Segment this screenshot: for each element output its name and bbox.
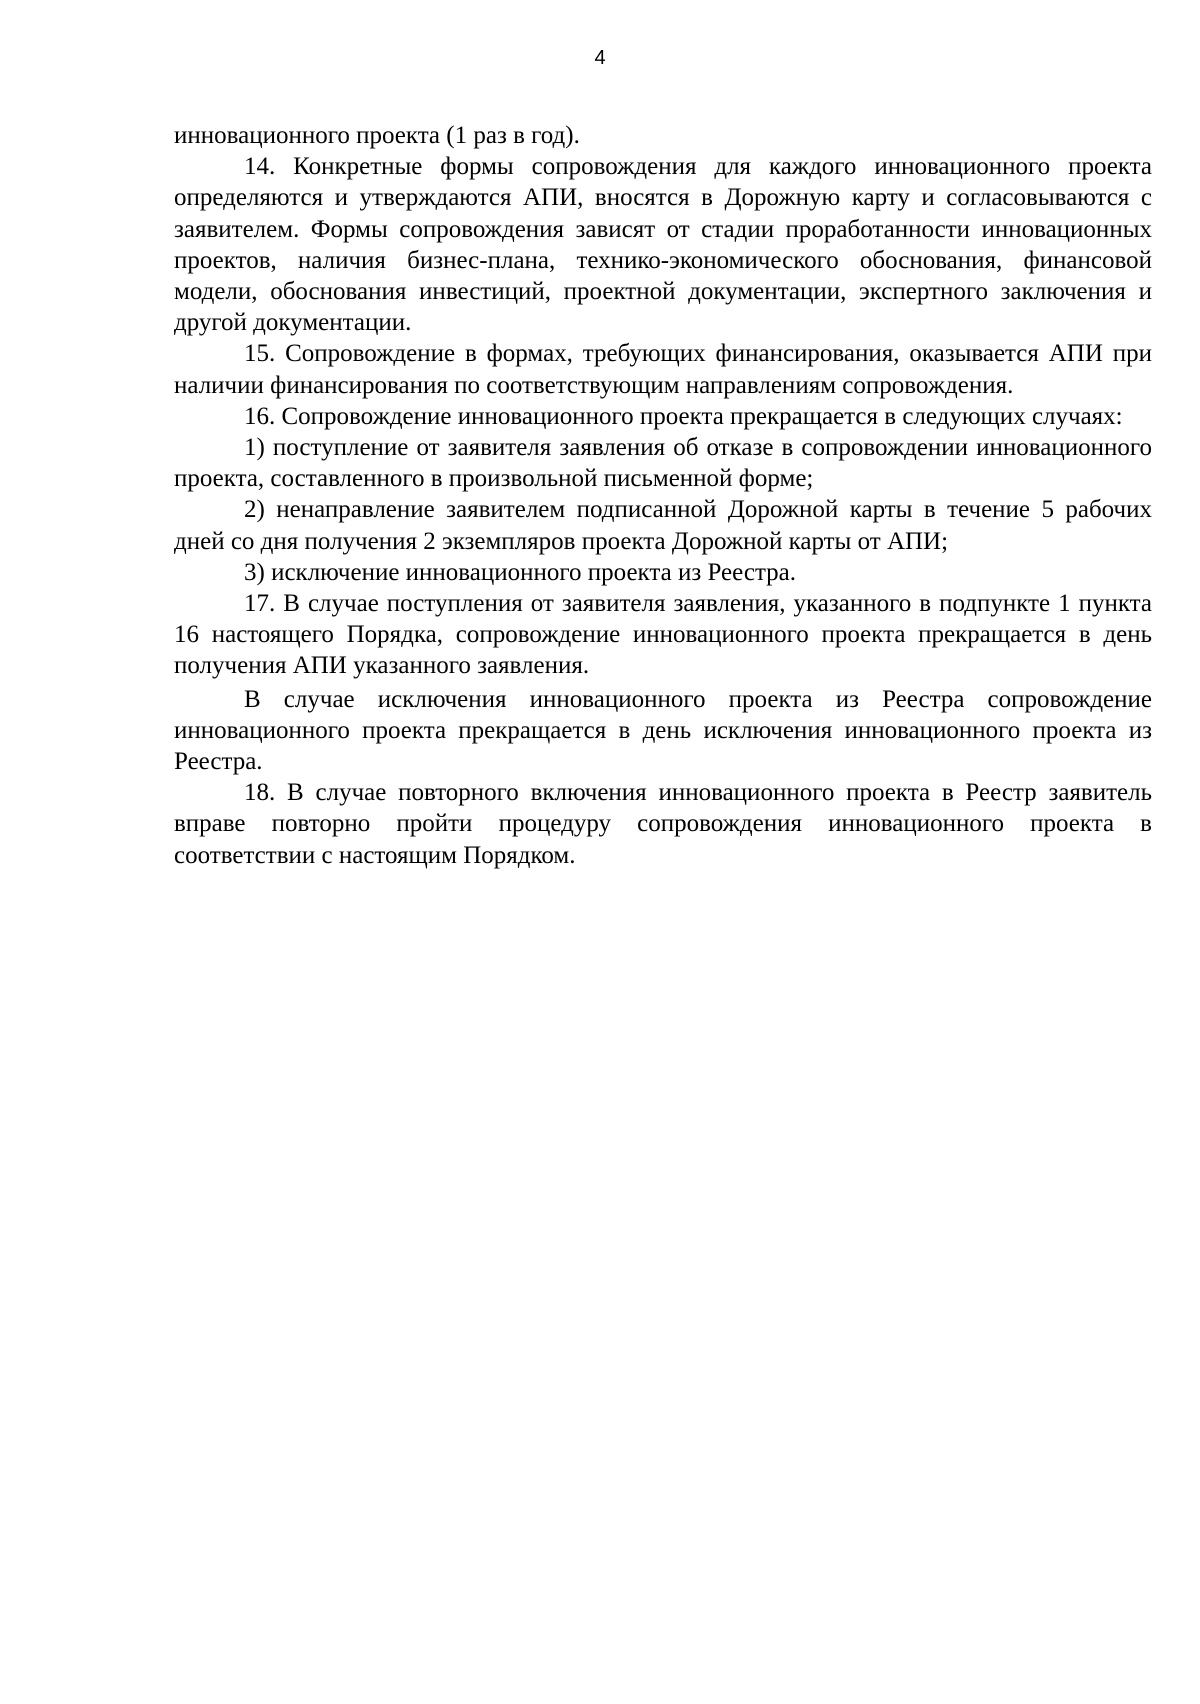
paragraph-18: 18. В случае повторного включения инновационного проекта в Реестр заявитель вправе повторно пройти процедуру сопровождения инновационного проекта в соответствии с настоящим Порядком. [174,779,1152,869]
paragraph-16-item-1: 1) поступление от заявителя заявления об отказе в сопровождении инновационного проекта, составленного в произвольной письменной форме; [174,434,1152,493]
paragraph-continuation: инновационного проекта (1 раз в год). [174,122,580,149]
paragraph-17-continued: В случае исключения инновационного проекта из Реестра сопровождение инновационного проекта прекращается в день исключения инновационного проекта из Реестра. [174,685,1152,776]
paragraph-16-item-3: 3) исключение инновационного проекта из Реестра. [244,558,797,586]
paragraph-16: 16. Сопровождение инновационного проекта прекращается в следующих случаях: [244,402,1123,430]
paragraph-15: 15. Сопровождение в формах, требующих финансирования, оказывается АПИ при наличии финансирования по соответствующим направлениям сопровождения. [174,340,1152,399]
paragraph-14: 14. Конкретные формы сопровождения для каждого инновационного проекта определяются и утверждаются АПИ, вносятся в Дорожную карту и согласовываются с заявителем. Формы сопровождения зависят от стадии проработанности инновационных проектов, наличия бизнес-плана, технико-экономического обоснования, финансовой модели, обоснования инвестиций, проектной документации, экспертного заключения и другой документации. [174,153,1152,337]
page-number: 4 [594,47,606,69]
document-body [174,120,1152,871]
paragraph-16-item-2: 2) ненаправление заявителем подписанной Дорожной карты в течение 5 рабочих дней со дня получения 2 экземпляров проекта Дорожной карты от АПИ; [174,496,1152,555]
paragraph-17: 17. В случае поступления от заявителя заявления, указанного в подпункте 1 пункта 16 настоящего Порядка, сопровождение инновационного проекта прекращается в день получения АПИ указанного заявления. [174,590,1152,680]
